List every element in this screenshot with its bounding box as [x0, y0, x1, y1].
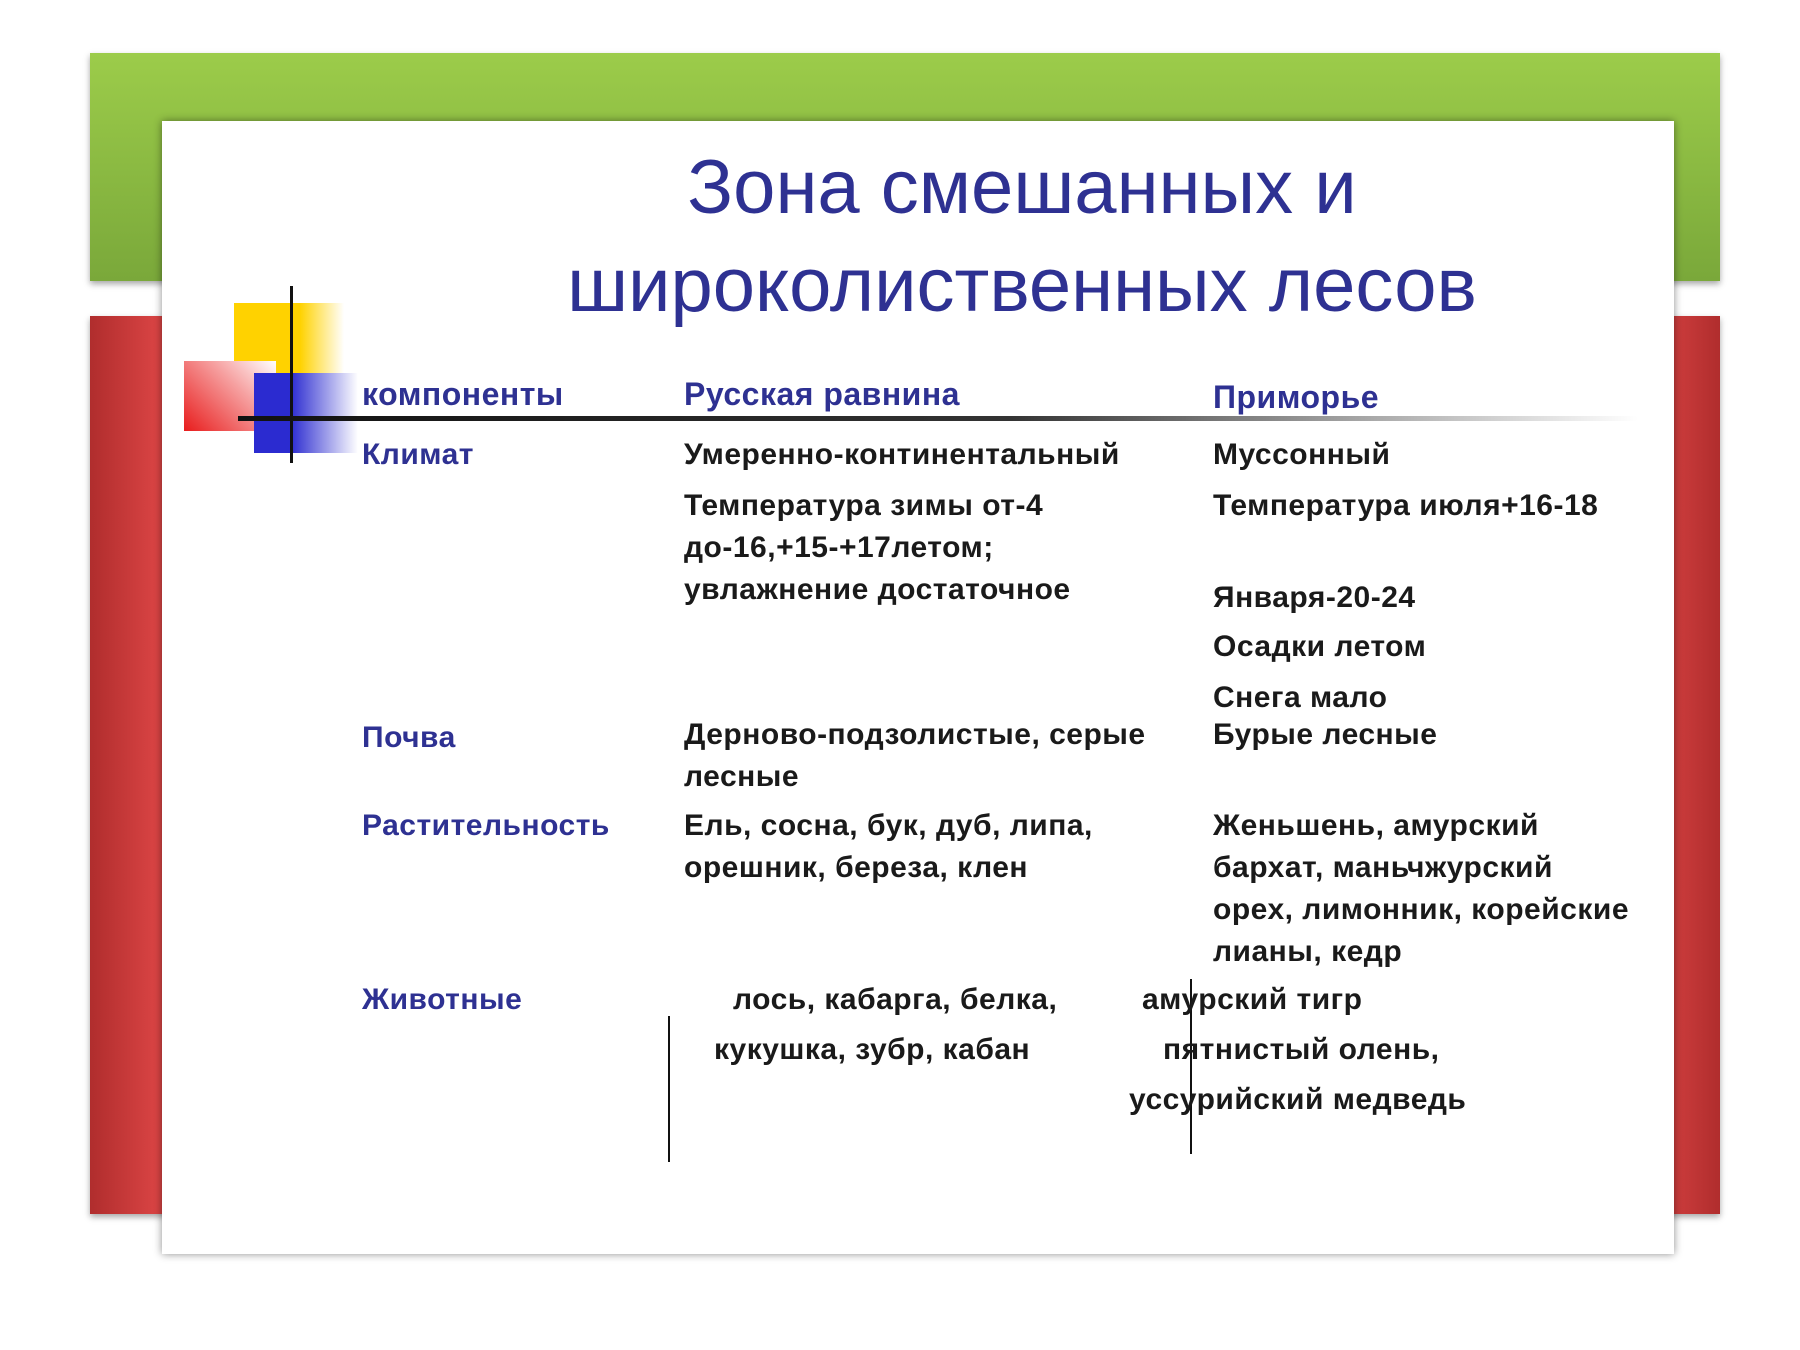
vegetation-russian: Ель, сосна, бук, дуб, липа, орешник, береза, клен [684, 809, 1093, 884]
title-line-1: Зона смешанных и [687, 145, 1357, 230]
slide-title [462, 139, 1582, 335]
animals-russian-line-2: кукушка, зубр, кабан [714, 1033, 1031, 1066]
vegetation-primorye: Женьшень, амурский бархат, маньчжурский орех, лимонник, корейские лианы, кедр [1213, 809, 1630, 968]
climate-primorye-january: Января-20-24 [1213, 581, 1416, 614]
row-label-soil: Почва [362, 721, 456, 754]
animals-primorye-line-3: уссурийский медведь [1129, 1083, 1467, 1116]
row-label-climate: Климат [362, 438, 474, 471]
title-line-2: широколиственных лесов [567, 243, 1477, 328]
header-components: компоненты [362, 376, 564, 412]
animals-primorye-line-1: амурский тигр [1142, 983, 1363, 1016]
climate-primorye-precip: Осадки летом [1213, 630, 1427, 663]
header-russian-plain: Русская равнина [684, 376, 960, 412]
climate-russian-details: Температура зимы от-4 до-16,+15-+17летом; увлажнение достаточное [684, 489, 1071, 606]
slide [162, 121, 1674, 1254]
soil-russian: Дерново-подзолистые, серые лесные [684, 718, 1146, 793]
climate-primorye-snow: Снега мало [1213, 681, 1388, 714]
soil-primorye: Бурые лесные [1213, 718, 1438, 751]
climate-russian-type: Умеренно-континентальный [684, 438, 1120, 471]
animals-primorye-line-2: пятнистый олень, [1163, 1033, 1440, 1066]
header-primorye: Приморье [1213, 379, 1380, 415]
deco-blue-square [254, 373, 358, 453]
deco-vertical-line [290, 286, 293, 463]
row-label-animals: Животные [362, 983, 523, 1016]
climate-primorye-july: Температура июля+16-18 [1213, 489, 1599, 522]
row-label-vegetation: Растительность [362, 809, 610, 842]
animals-russian-line-1: лось, кабарга, белка, [733, 983, 1058, 1016]
column-divider-1 [668, 1016, 670, 1162]
climate-primorye-type: Муссонный [1213, 438, 1391, 471]
